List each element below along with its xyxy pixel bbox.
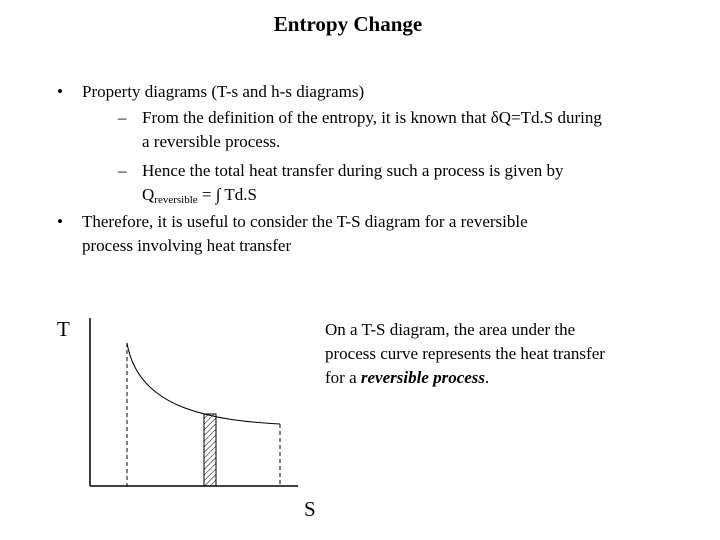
note-line-3-prefix: for a (325, 368, 361, 387)
subpoint-1-line-1: From the definition of the entropy, it is known that δQ=Td.S during (142, 108, 602, 127)
bullet-2-line-2: process involving heat transfer (82, 236, 292, 255)
subpoint-1-line-2: a reversible process. (142, 132, 281, 151)
differential-area-strip (204, 414, 216, 486)
process-curve (127, 343, 280, 424)
note-line-3-suffix: . (485, 368, 490, 387)
formula-rest: = ∫ Td.S (197, 185, 257, 204)
slide-title: Entropy Change (273, 12, 423, 36)
dash-marker: – (118, 108, 127, 127)
formula-symbol: Q (142, 185, 155, 204)
bullet-marker: • (57, 82, 63, 101)
x-axis-label: S (304, 497, 316, 521)
diagram-note (325, 318, 665, 390)
formula-subscript: reversible (154, 194, 198, 206)
note-line-1: On a T-S diagram, the area under the (325, 320, 576, 339)
note-line-2: process curve represents the heat transfer (325, 344, 605, 363)
bullet-marker: • (57, 212, 63, 231)
dash-marker: – (118, 161, 127, 180)
subpoint-2-line-1: Hence the total heat transfer during such a process is given by (142, 161, 564, 180)
note-line-3 (325, 366, 665, 390)
bullet-1-text: Property diagrams (T-s and h-s diagrams) (82, 82, 365, 101)
y-axis-label: T (57, 317, 70, 341)
note-emphasis: reversible process (360, 368, 486, 387)
bullet-2-line-1: Therefore, it is useful to consider the T-S diagram for a reversible (82, 212, 528, 231)
